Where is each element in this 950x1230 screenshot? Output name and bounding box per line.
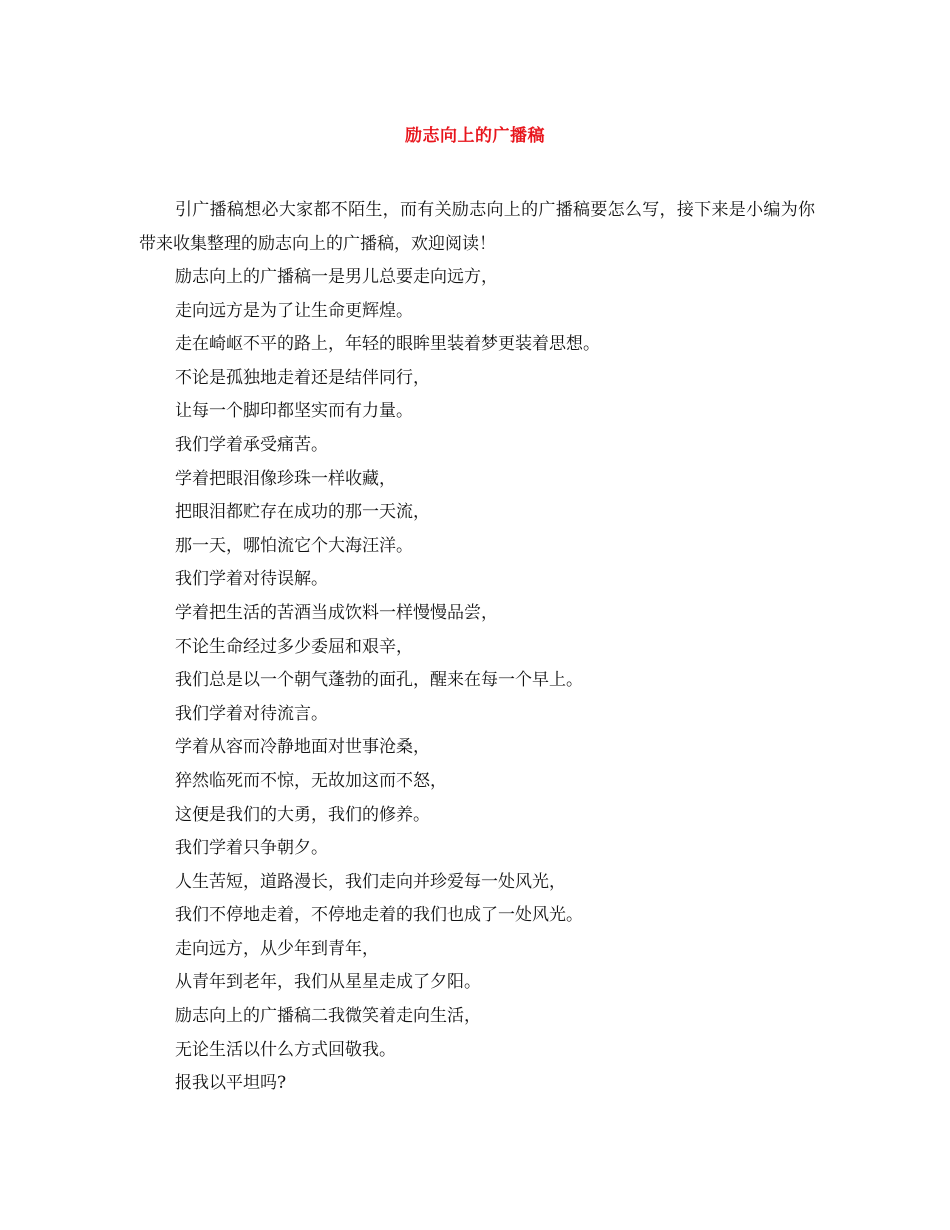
text-line: 我们学着对待误解。	[175, 569, 328, 590]
text-line: 学着从容而冷静地面对世事沧桑，	[175, 737, 430, 758]
text-line: 励志向上的广播稿一是男儿总要走向远方，	[175, 267, 498, 287]
text-line: 我们总是以一个朝气蓬勃的面孔，醒来在每一个早上。	[175, 670, 583, 691]
text-line: 把眼泪都贮存在成功的那一天流，	[175, 502, 430, 523]
text-line: 人生苦短，道路漫长，我们走向并珍爱每一处风光，	[175, 871, 566, 892]
document-title: 励志向上的广播稿	[405, 126, 545, 146]
text-line: 让每一个脚印都坚实而有力量。	[175, 401, 413, 422]
text-line: 走在崎岖不平的路上，年轻的眼眸里装着梦更装着思想。	[175, 334, 600, 355]
text-line: 从青年到老年，我们从星星走成了夕阳。	[175, 972, 481, 993]
text-line: 不论是孤独地走着还是结伴同行，	[175, 367, 430, 388]
text-line: 我们学着承受痛苦。	[175, 434, 328, 455]
text-line: 这便是我们的大勇，我们的修养。	[175, 804, 430, 825]
intro-paragraph: 引广播稿想必大家都不陌生，而有关励志向上的广播稿要怎么写，接下来是小编为你带来收集整理的励志向上的广播稿，欢迎阅读！	[139, 200, 815, 254]
text-line: 学着把生活的苦酒当成饮料一样慢慢品尝，	[175, 602, 498, 623]
text-line: 励志向上的广播稿二我微笑着走向生活，	[175, 1006, 481, 1027]
text-line: 学着把眼泪像珍珠一样收藏，	[175, 468, 396, 489]
poem-lines	[175, 261, 600, 1101]
text-line: 走向远方是为了让生命更辉煌。	[175, 300, 413, 321]
text-line: 走向远方，从少年到青年，	[175, 938, 379, 959]
text-line: 我们学着只争朝夕。	[175, 838, 328, 859]
text-line: 我们不停地走着，不停地走着的我们也成了一处风光。	[175, 905, 583, 926]
text-line: 那一天，哪怕流它个大海汪洋。	[175, 535, 413, 556]
text-line: 不论生命经过多少委屈和艰辛，	[175, 636, 413, 657]
text-line: 无论生活以什么方式回敬我。	[175, 1039, 396, 1060]
text-line: 猝然临死而不惊，无故加这而不怒，	[175, 770, 447, 791]
text-line: 报我以平坦吗?	[175, 1073, 287, 1094]
text-line: 我们学着对待流言。	[175, 703, 328, 724]
